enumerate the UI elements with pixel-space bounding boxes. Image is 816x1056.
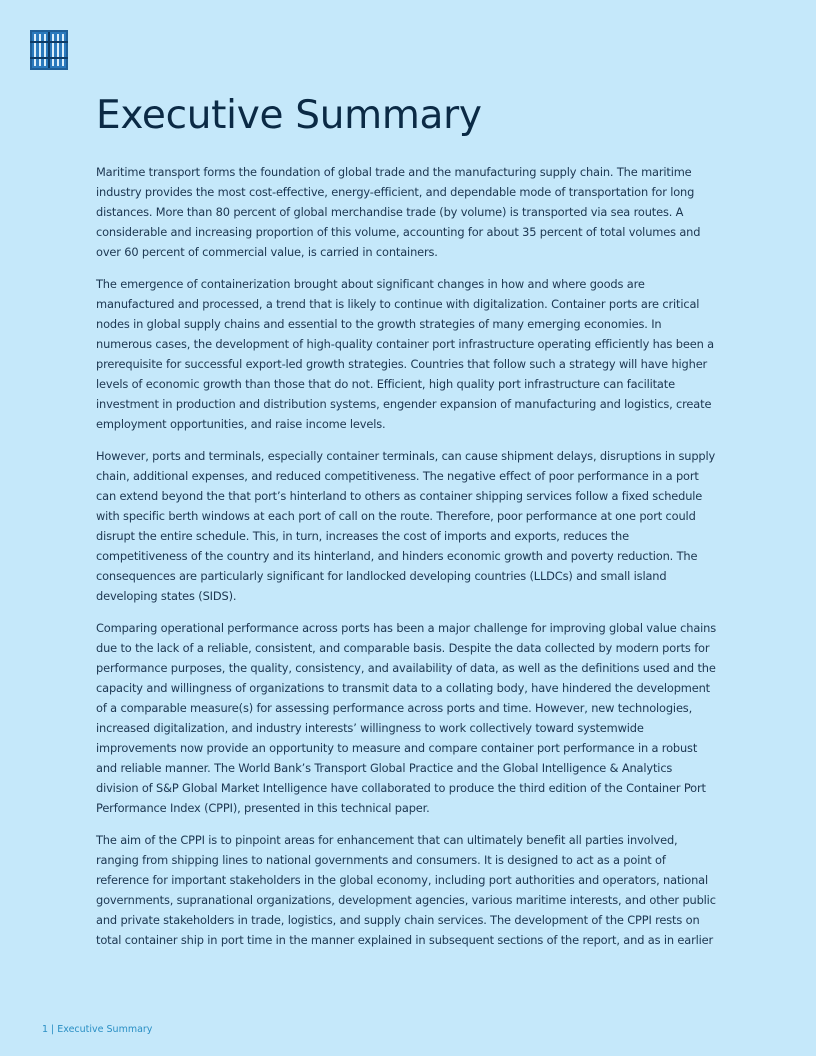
paragraph: Comparing operational performance across ports has been a major challenge for improving global value chains due to the lack of a reliable, consistent, and comparable basis. Despite the data collected by modern ports for performance purposes, the quality, consistency, and availability of data, as well as the definitions used and the capacity and willingness of organizations to transmit data to a collating body, have hindered the development of a comparable measure(s) for assessing performance across ports and time. However, new technologies, increased digitalization, and industry interests’ willingness to work collectively toward systemwide improvements now provide an opportunity to measure and compare container port performance in a robust and reliable manner. The World Bank’s Transport Global Practice and the Global Intelligence & Analytics division of S&P Global Market Intelligence have collaborated to produce the third edition of the Container Port Performance Index (CPPI), presented in this technical paper. [96, 621, 717, 815]
paragraph: The emergence of containerization brought about significant changes in how and where goods are manufactured and processed, a trend that is likely to continue with digitalization. Container ports are critical nodes in global supply chains and essential to the growth strategies of many emerging economies. In numerous cases, the development of high-quality container port infrastructure operating efficiently has been a prerequisite for successful export-led growth strategies. Countries that follow such a strategy will have higher levels of economic growth than those that do not. Efficient, high quality port infrastructure can facilitate investment in production and distribution systems, engender expansion of manufacturing and logistics, create employment opportunities, and raise income levels. [96, 277, 714, 431]
paragraph: The aim of the CPPI is to pinpoint areas for enhancement that can ultimately benefit all parties involved, ranging from shipping lines to national governments and consumers. It is designed to act as a point of reference for important stakeholders in the global economy, including port authorities and operators, national governments, supranational organizations, development agencies, various maritime interests, and other public and private stakeholders in trade, logistics, and supply chain services. The development of the CPPI rests on total container ship in port time in the manner explained in subsequent sections of the report, and as in earlier [96, 833, 716, 947]
page-footer [42, 1024, 152, 1035]
body-text [96, 162, 718, 962]
page-title: Executive Summary [96, 93, 482, 138]
footer-separator: | [51, 1024, 55, 1035]
paragraph: However, ports and terminals, especially container terminals, can cause shipment delays, disruptions in supply chain, additional expenses, and reduced competitiveness. The negative effect of poor performance in a port can extend beyond the that port’s hinterland to others as container shipping services follow a fixed schedule with specific berth windows at each port of call on the route. Therefore, poor performance at one port could disrupt the entire schedule. This, in turn, increases the cost of imports and exports, reduces the competitiveness of the country and its hinterland, and hinders economic growth and poverty reduction. The consequences are particularly significant for landlocked developing countries (LLDCs) and small island developing states (SIDS). [96, 449, 716, 603]
footer-section-title: Executive Summary [57, 1024, 153, 1035]
paragraph: Maritime transport forms the foundation of global trade and the manufacturing supply chain. The maritime industry provides the most cost-effective, energy-efficient, and dependable mode of transportation for long distances. More than 80 percent of global merchandise trade (by volume) is transported via sea routes. A considerable and increasing proportion of this volume, accounting for about 35 percent of total volumes and over 60 percent of commercial value, is carried in containers. [96, 165, 701, 259]
shipping-container-icon [30, 30, 68, 70]
page-number: 1 [42, 1024, 49, 1035]
